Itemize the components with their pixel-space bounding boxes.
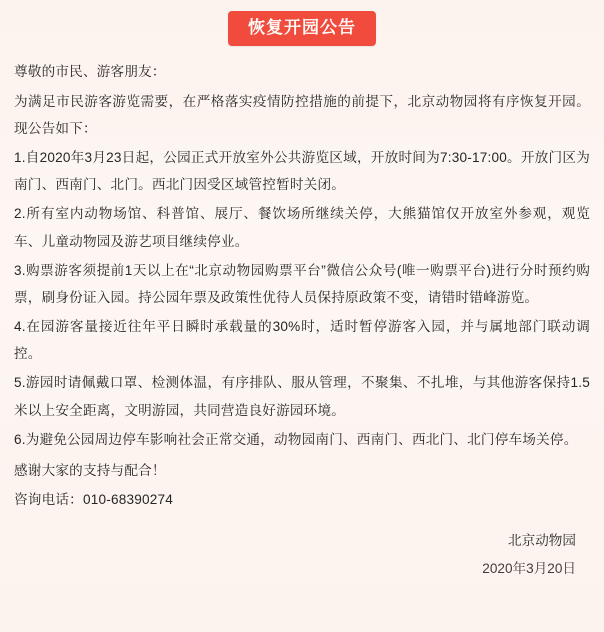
thanks-paragraph: 感谢大家的支持与配合！ xyxy=(14,463,166,479)
signature-date: 2020年3月20日 xyxy=(482,560,576,576)
list-item: 6.为避免公园周边停车影响社会正常交通，动物园南门、西南门、西北门、北门停车场关停。 xyxy=(14,431,578,447)
title-container xyxy=(14,0,590,58)
page-title: 恢复开园公告 xyxy=(228,11,376,46)
contact-phone: 咨询电话：010-68390274 xyxy=(14,492,174,508)
list-item: 5.游园时请佩戴口罩、检测体温，有序排队、服从管理，不聚集、不扎堆，与其他游客保持1.5米以上安全距离，文明游园，共同营造良好游园环境。 xyxy=(14,375,590,418)
signature-organization: 北京动物园 xyxy=(508,533,576,549)
salutation: 尊敬的市民、游客朋友： xyxy=(14,64,166,80)
list-item: 1.自2020年3月23日起，公园正式开放室外公共游览区域，开放时间为7:30-17:00。开放门区为南门、西南门、北门。西北门因受区域管控暂时关闭。 xyxy=(14,149,590,193)
list-item: 4.在园游客量接近往年平日瞬时承载量的30%时，适时暂停游客入园，并与属地部门联动调控。 xyxy=(14,319,590,362)
announcement-body xyxy=(14,58,590,513)
list-item: 2.所有室内动物场馆、科普馆、展厅、餐饮场所继续关停，大熊猫馆仅开放室外参观，观览车、儿童动物园及游艺项目继续停业。 xyxy=(14,206,590,249)
signature-block xyxy=(14,527,590,581)
list-item: 3.购票游客须提前1天以上在“北京动物园购票平台”微信公众号(唯一购票平台)进行分时预约购票，刷身份证入园。持公园年票及政策性优待人员保持原政策不变，请错时错峰游览。 xyxy=(14,262,590,305)
intro-paragraph: 为满足市民游客游览需要，在严格落实疫情防控措施的前提下，北京动物园将有序恢复开园。现公告如下： xyxy=(14,93,590,136)
